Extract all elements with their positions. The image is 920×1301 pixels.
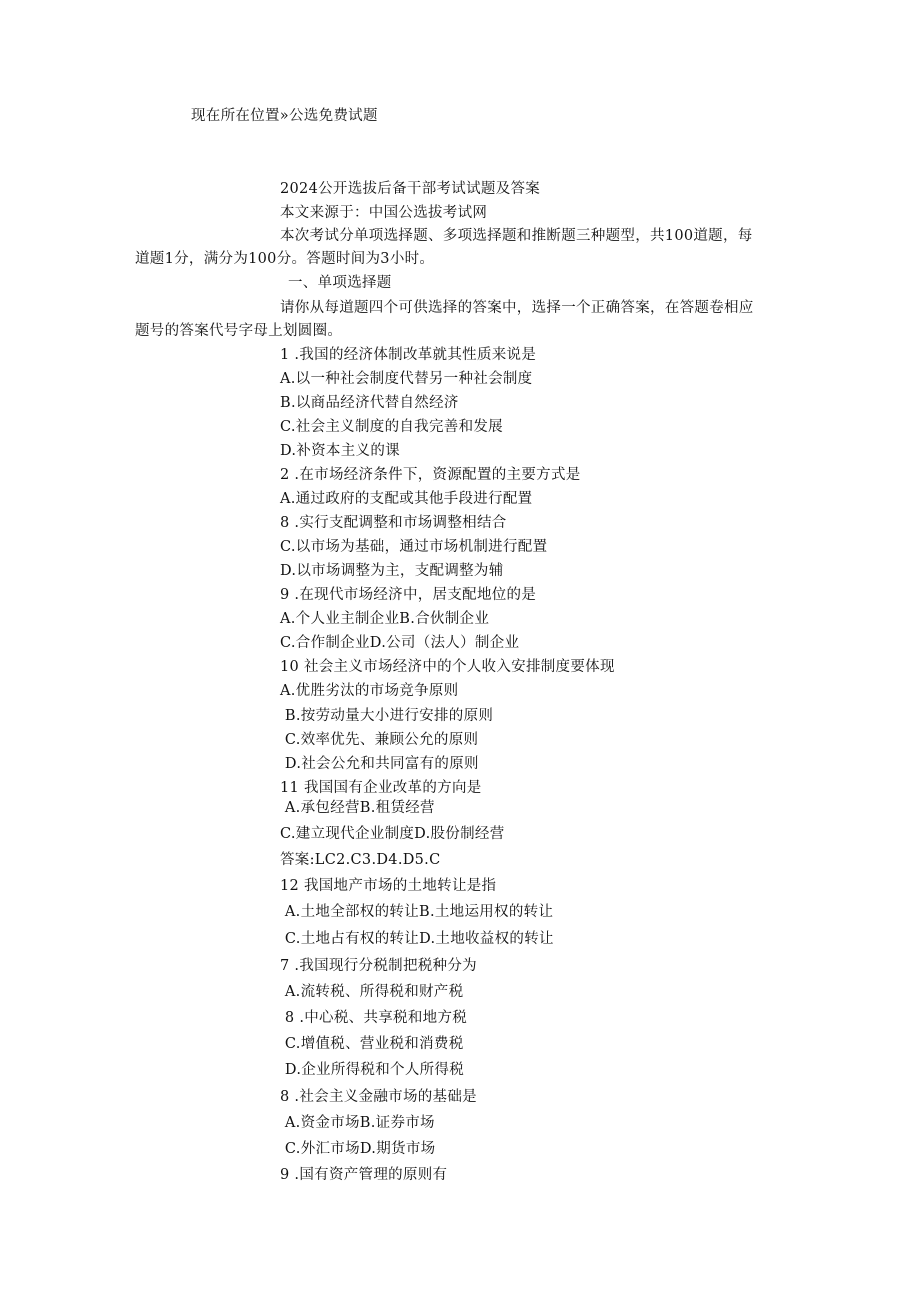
question-line: C.合作制企业D.公司（法人）制企业 (280, 635, 520, 651)
question-line: D.以市场调整为主，支配调整为辅 (280, 563, 504, 579)
question-line: 10 社会主义市场经济中的个人收入安排制度要体现 (280, 659, 615, 675)
section-title: 一、单项选择题 (288, 275, 392, 291)
question-line: A.资金市场B.证券市场 (280, 1115, 435, 1131)
question-line: 9 .在现代市场经济中，居支配地位的是 (280, 587, 537, 603)
question-line: 1 .我国的经济体制改革就其性质来说是 (280, 347, 537, 363)
question-line: C.土地占有权的转让D.土地收益权的转让 (280, 931, 554, 947)
question-line: C.以市场为基础，通过市场机制进行配置 (280, 539, 548, 555)
question-line: A.通过政府的支配或其他手段进行配置 (280, 491, 533, 507)
question-line: B.按劳动量大小进行安排的原则 (280, 708, 494, 724)
question-line: 9 .国有资产管理的原则有 (280, 1167, 448, 1183)
question-line: A.土地全部权的转让B.土地运用权的转让 (280, 904, 554, 920)
question-line: D.企业所得税和个人所得税 (280, 1062, 465, 1078)
question-line: 12 我国地产市场的土地转让是指 (280, 878, 497, 894)
intro-line-1: 本次考试分单项选择题、多项选择题和推断题三种题型，共100道题，每 (280, 228, 753, 244)
document-title: 2024公开选拔后备干部考试试题及答案 (280, 181, 541, 197)
question-line: C.外汇市场D.期货市场 (280, 1141, 436, 1157)
question-line: 2 .在市场经济条件下，资源配置的主要方式是 (280, 467, 581, 483)
question-line: C.增值税、营业税和消费税 (280, 1036, 464, 1052)
question-line: C.效率优先、兼顾公允的原则 (280, 732, 479, 748)
intro-line-2: 道题1分，满分为100分。答题时间为3小时。 (135, 251, 435, 267)
question-line: D.补资本主义的课 (280, 443, 400, 459)
question-line: 11 我国国有企业改革的方向是 (280, 780, 482, 796)
question-line: D.社会公允和共同富有的原则 (280, 756, 479, 772)
question-line: A.承包经营B.租赁经营 (280, 800, 435, 816)
source-line: 本文来源于：中国公选拔考试网 (280, 205, 488, 221)
question-line: 8 .实行支配调整和市场调整相结合 (280, 515, 507, 531)
breadcrumb: 现在所在位置»公选免费试题 (191, 108, 378, 124)
question-line: A.优胜劣汰的市场竞争原则 (280, 683, 459, 699)
instruction-line-1: 请你从每道题四个可供选择的答案中，选择一个正确答案，在答题卷相应 (280, 300, 754, 316)
instruction-line-2: 题号的答案代号字母上划圆圈。 (135, 323, 343, 339)
question-line: 答案:LC2.C3.D4.D5.C (280, 852, 441, 868)
question-line: A.流转税、所得税和财产税 (280, 984, 464, 1000)
question-line: 7 .我国现行分税制把税种分为 (280, 958, 477, 974)
question-line: C.建立现代企业制度D.股份制经营 (280, 826, 505, 842)
question-line: A.个人业主制企业B.合伙制企业 (280, 611, 490, 627)
question-line: 8 .中心税、共享税和地方税 (280, 1010, 468, 1026)
question-line: 8 .社会主义金融市场的基础是 (280, 1089, 477, 1105)
question-line: A.以一种社会制度代替另一种社会制度 (280, 371, 533, 387)
question-line: B.以商品经济代替自然经济 (280, 395, 459, 411)
question-line: C.社会主义制度的自我完善和发展 (280, 419, 503, 435)
